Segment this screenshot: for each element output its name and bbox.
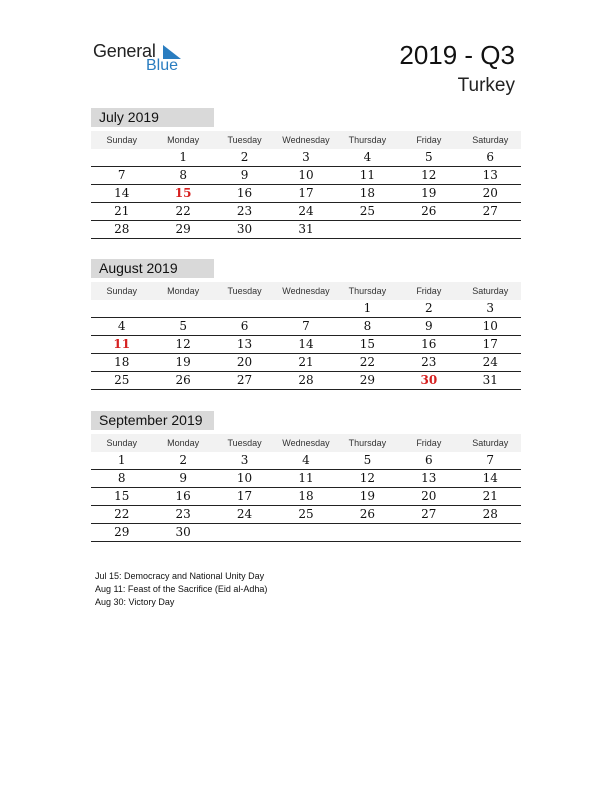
weekday-label: Sunday <box>106 286 137 296</box>
weekday-label: Tuesday <box>227 438 262 448</box>
day-cell: 27 <box>421 507 437 521</box>
day-cell: 8 <box>117 471 126 485</box>
day-cell: 25 <box>359 204 376 218</box>
week-row <box>91 524 521 542</box>
weekday-label: Sunday <box>106 438 137 448</box>
day-cell: 10 <box>236 471 253 485</box>
day-cell: 22 <box>114 507 130 521</box>
day-cell: 30 <box>175 525 191 539</box>
day-cell: 7 <box>117 168 126 182</box>
weekday-label: Monday <box>167 286 200 296</box>
day-cell: 3 <box>486 301 495 315</box>
month-september <box>91 411 521 542</box>
day-cell <box>91 149 152 166</box>
day-cell: 4 <box>302 453 310 467</box>
day-cell: 25 <box>298 507 314 521</box>
week-row <box>91 470 521 488</box>
day-cell: 19 <box>175 355 191 369</box>
week-row <box>91 354 521 372</box>
day-cell: 3 <box>302 150 310 164</box>
week-row <box>91 336 521 354</box>
holiday-note: Aug 30: Victory Day <box>95 597 175 607</box>
day-cell: 31 <box>482 373 498 387</box>
holiday-notes <box>95 570 267 609</box>
weekday-label: Monday <box>167 438 200 448</box>
weekday-label: Tuesday <box>227 135 262 145</box>
day-cell <box>214 300 275 317</box>
day-cell: 11 <box>298 471 314 485</box>
day-cell <box>275 300 336 317</box>
day-cell: 19 <box>359 489 376 503</box>
day-cell: 27 <box>236 373 253 387</box>
day-cell: 1 <box>179 150 187 164</box>
month-july <box>91 108 521 239</box>
day-cell: 23 <box>421 355 437 369</box>
day-cell <box>91 300 152 317</box>
weekday-label: Friday <box>416 135 442 145</box>
weekday-header <box>91 282 521 300</box>
weekday-label: Thursday <box>348 286 387 296</box>
day-cell: 9 <box>240 168 249 182</box>
day-cell: 24 <box>298 204 314 218</box>
day-cell: 13 <box>421 471 437 485</box>
day-cell: 30 <box>236 222 253 236</box>
day-cell: 21 <box>114 204 130 218</box>
day-cell: 21 <box>482 489 498 503</box>
day-cell: 18 <box>359 186 376 200</box>
day-cell: 6 <box>486 150 495 164</box>
weekday-label: Wednesday <box>282 135 330 145</box>
day-cell: 20 <box>482 186 498 200</box>
day-cell: 29 <box>175 222 191 236</box>
day-cell: 24 <box>236 507 253 521</box>
weekday-label: Monday <box>167 135 200 145</box>
week-row <box>91 318 521 336</box>
weekday-label: Saturday <box>472 438 509 448</box>
day-cell: 29 <box>114 525 130 539</box>
day-cell: 25 <box>114 373 130 387</box>
day-cell: 4 <box>363 150 372 164</box>
weekday-header <box>91 131 521 149</box>
day-cell: 9 <box>425 319 433 333</box>
weekday-label: Wednesday <box>282 286 330 296</box>
country-name: Turkey <box>457 75 515 96</box>
day-cell: 20 <box>421 489 437 503</box>
day-cell: 27 <box>482 204 498 218</box>
week-row <box>91 221 521 239</box>
day-cell: 3 <box>240 453 249 467</box>
weekday-header <box>91 434 521 452</box>
day-cell: 4 <box>117 319 126 333</box>
weekday-label: Friday <box>416 286 442 296</box>
day-cell: 9 <box>179 471 187 485</box>
weekday-label: Saturday <box>472 286 509 296</box>
day-cell: 7 <box>486 453 495 467</box>
weekday-label: Thursday <box>348 438 387 448</box>
weekday-label: Saturday <box>472 135 509 145</box>
day-cell: 17 <box>482 337 498 351</box>
day-cell: 18 <box>298 489 314 503</box>
day-cell <box>337 221 398 238</box>
week-row <box>91 203 521 221</box>
logo <box>93 41 179 74</box>
day-cell: 12 <box>359 471 376 485</box>
day-cell: 17 <box>236 489 253 503</box>
weekday-label: Thursday <box>348 135 387 145</box>
day-cell: 5 <box>179 319 187 333</box>
weekday-label: Tuesday <box>227 286 262 296</box>
day-cell: 16 <box>236 186 253 200</box>
day-cell: 21 <box>298 355 314 369</box>
day-cell: 1 <box>363 301 372 315</box>
day-cell: 15 <box>359 337 376 351</box>
day-cell: 26 <box>359 507 376 521</box>
weekday-label: Wednesday <box>282 438 330 448</box>
day-cell: 28 <box>482 507 498 521</box>
day-cell: 30 <box>420 373 438 387</box>
day-cell: 14 <box>114 186 130 200</box>
weekday-label: Sunday <box>106 135 137 145</box>
day-cell: 29 <box>359 373 376 387</box>
page-title: 2019 - Q3 <box>399 40 515 70</box>
day-cell: 2 <box>425 301 433 315</box>
day-cell: 18 <box>114 355 130 369</box>
holiday-note: Jul 15: Democracy and National Unity Day <box>95 571 265 581</box>
week-row <box>91 452 521 470</box>
day-cell: 17 <box>298 186 314 200</box>
logo-text-general: General <box>93 41 156 61</box>
day-cell: 11 <box>113 337 131 351</box>
day-cell: 20 <box>236 355 253 369</box>
day-cell <box>398 524 459 541</box>
day-cell: 19 <box>421 186 437 200</box>
day-cell: 13 <box>482 168 498 182</box>
weekday-label: Friday <box>416 438 442 448</box>
day-cell: 2 <box>179 453 187 467</box>
day-cell <box>152 300 213 317</box>
day-cell: 5 <box>363 453 372 467</box>
day-cell: 26 <box>175 373 191 387</box>
day-cell: 14 <box>482 471 498 485</box>
week-row <box>91 372 521 390</box>
day-cell: 28 <box>114 222 130 236</box>
day-cell: 16 <box>175 489 191 503</box>
day-cell: 22 <box>359 355 376 369</box>
day-cell: 24 <box>482 355 498 369</box>
week-row <box>91 506 521 524</box>
week-row <box>91 167 521 185</box>
week-row <box>91 300 521 318</box>
day-cell: 10 <box>298 168 314 182</box>
week-row <box>91 488 521 506</box>
day-cell: 22 <box>175 204 191 218</box>
logo-text-blue: Blue <box>146 57 179 74</box>
day-cell <box>337 524 398 541</box>
week-row <box>91 185 521 203</box>
day-cell: 16 <box>421 337 437 351</box>
day-cell: 14 <box>298 337 314 351</box>
day-cell <box>460 524 521 541</box>
day-cell <box>460 221 521 238</box>
day-cell: 23 <box>175 507 191 521</box>
day-cell: 26 <box>421 204 437 218</box>
day-cell <box>398 221 459 238</box>
day-cell: 28 <box>298 373 314 387</box>
day-cell: 8 <box>179 168 187 182</box>
day-cell: 7 <box>302 319 310 333</box>
day-cell: 23 <box>236 204 253 218</box>
day-cell: 12 <box>421 168 437 182</box>
day-cell: 11 <box>359 168 376 182</box>
day-cell: 12 <box>175 337 191 351</box>
holiday-note: Aug 11: Feast of the Sacrifice (Eid al-Adha) <box>95 584 268 594</box>
day-cell: 13 <box>236 337 253 351</box>
day-cell: 6 <box>425 453 433 467</box>
day-cell: 2 <box>240 150 249 164</box>
day-cell <box>214 524 275 541</box>
month-name: September 2019 <box>91 411 214 430</box>
month-name: August 2019 <box>91 259 214 278</box>
day-cell: 8 <box>363 319 372 333</box>
day-cell: 15 <box>174 186 192 200</box>
month-august <box>91 259 521 390</box>
day-cell: 31 <box>298 222 314 236</box>
day-cell: 15 <box>114 489 130 503</box>
day-cell: 1 <box>117 453 126 467</box>
week-row <box>91 149 521 167</box>
month-name: July 2019 <box>91 108 214 127</box>
day-cell: 5 <box>425 150 433 164</box>
day-cell: 10 <box>482 319 498 333</box>
day-cell: 6 <box>240 319 249 333</box>
day-cell <box>275 524 336 541</box>
